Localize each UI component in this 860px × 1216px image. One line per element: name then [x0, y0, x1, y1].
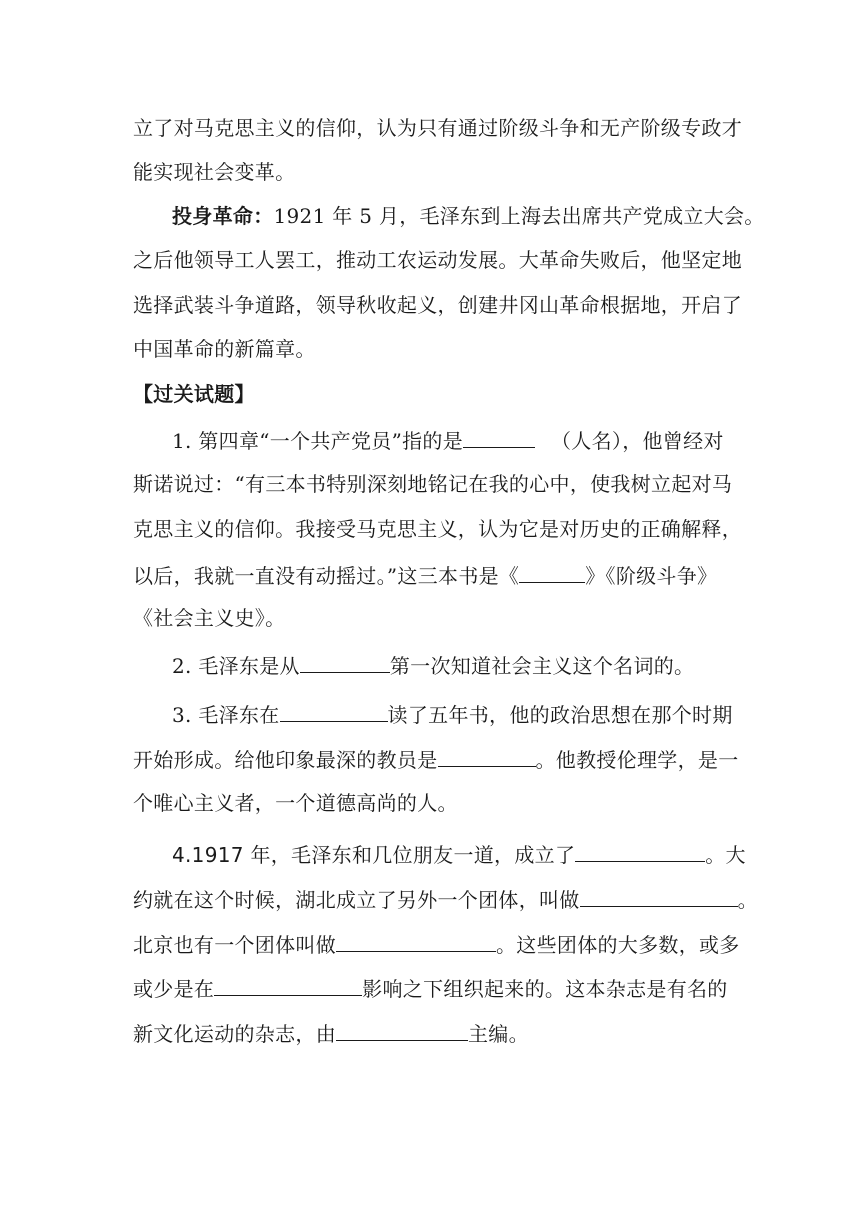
question-3-line-3: 个唯心主义者，一个道德高尚的人。	[133, 791, 458, 815]
question-1-line-4-end: 》《阶级斗争》	[585, 564, 718, 588]
question-3-line-2-text-a: 开始形成。给他印象最深的教员是	[133, 748, 438, 772]
question-1-blank-book[interactable]	[519, 560, 585, 583]
question-4-line-3-text-b: 。这些团体的大多数，或多	[496, 933, 740, 957]
question-4-blank-hubei[interactable]	[580, 884, 738, 907]
question-1-line-5: 《社会主义史》。	[133, 606, 286, 630]
question-4-text-b: 。大	[705, 843, 746, 867]
revolution-paragraph-line-2: 之后他领导工人罢工，推动工农运动发展。大革命失败后，他坚定地	[133, 248, 742, 272]
question-4-line-5	[133, 1018, 733, 1046]
question-4-line-5-text-a: 新文化运动的杂志，由	[133, 1022, 336, 1046]
question-4-line-4-text-b: 影响之下组织起来的。这本杂志是有名的	[362, 977, 728, 1001]
question-2-text-a: 2. 毛泽东是从	[172, 654, 300, 678]
question-2-blank[interactable]	[300, 650, 390, 673]
revolution-paragraph-line-3: 选择武装斗争道路，领导秋收起义，创建井冈山革命根据地，开启了	[133, 293, 742, 317]
question-4-line-2-text-a: 约就在这个时候，湖北成立了另外一个团体，叫做	[133, 888, 580, 912]
section-title: 【过关试题】	[133, 382, 255, 406]
question-4-line-5-text-b: 主编。	[468, 1022, 529, 1046]
question-3-line-1	[172, 699, 772, 727]
question-1-line-3: 克思主义的信仰。我接受马克思主义，认为它是对历史的正确解释，	[133, 517, 742, 541]
question-1-line-4-text: 以后，我就一直没有动摇过。”这三本书是《	[133, 564, 520, 588]
question-4-blank-beijing[interactable]	[336, 929, 496, 952]
revolution-paragraph-line-1	[172, 202, 772, 230]
question-3-blank-school[interactable]	[280, 699, 388, 722]
belief-paragraph-line-2: 能实现社会变革。	[133, 160, 296, 184]
question-1-text-a: 1. 第四章“一个共产党员”指的是	[172, 429, 463, 453]
question-3-blank-teacher[interactable]	[438, 744, 536, 767]
question-4-blank-group[interactable]	[575, 839, 705, 862]
question-3-text-b: 读了五年书，他的政治思想在那个时期	[387, 703, 733, 727]
question-4-blank-magazine[interactable]	[214, 973, 362, 996]
question-3-text-a: 3. 毛泽东在	[172, 703, 280, 727]
question-1-blank-person[interactable]	[463, 425, 535, 448]
question-2-line-1	[172, 650, 772, 678]
question-4-number: 4.1917	[172, 843, 244, 867]
revolution-paragraph-line-1-text: 1921 年 5 月，毛泽东到上海去出席共产党成立大会。	[273, 204, 765, 228]
question-1-line-2: 斯诺说过：“有三本书特别深刻地铭记在我的心中，使我树立起对马	[133, 472, 733, 496]
question-4-text-a: 年，毛泽东和几位朋友一道，成立了	[243, 843, 576, 867]
revolution-heading: 投身革命：	[172, 204, 274, 228]
question-1-text-b: （人名），他曾经对	[551, 429, 724, 453]
belief-paragraph-line-1: 立了对马克思主义的信仰，认为只有通过阶级斗争和无产阶级专政才	[133, 116, 742, 140]
question-1-line-4	[133, 560, 733, 588]
question-4-line-2	[133, 884, 758, 912]
question-4-line-2-text-b: 。	[737, 888, 758, 912]
question-4-line-4	[133, 973, 733, 1001]
question-2-text-b: 第一次知道社会主义这个名词的。	[389, 654, 695, 678]
question-3-line-2	[133, 744, 739, 772]
question-4-line-3-text-a: 北京也有一个团体叫做	[133, 933, 336, 957]
question-3-line-2-text-b: 。他教授伦理学，是一	[535, 748, 739, 772]
question-4-line-3	[133, 929, 740, 957]
question-4-blank-editor[interactable]	[336, 1018, 468, 1041]
question-4-line-1	[172, 839, 772, 867]
question-4-line-4-text-a: 或少是在	[133, 977, 215, 1001]
revolution-paragraph-line-4: 中国革命的新篇章。	[133, 337, 316, 361]
question-1-line-1	[172, 425, 772, 453]
